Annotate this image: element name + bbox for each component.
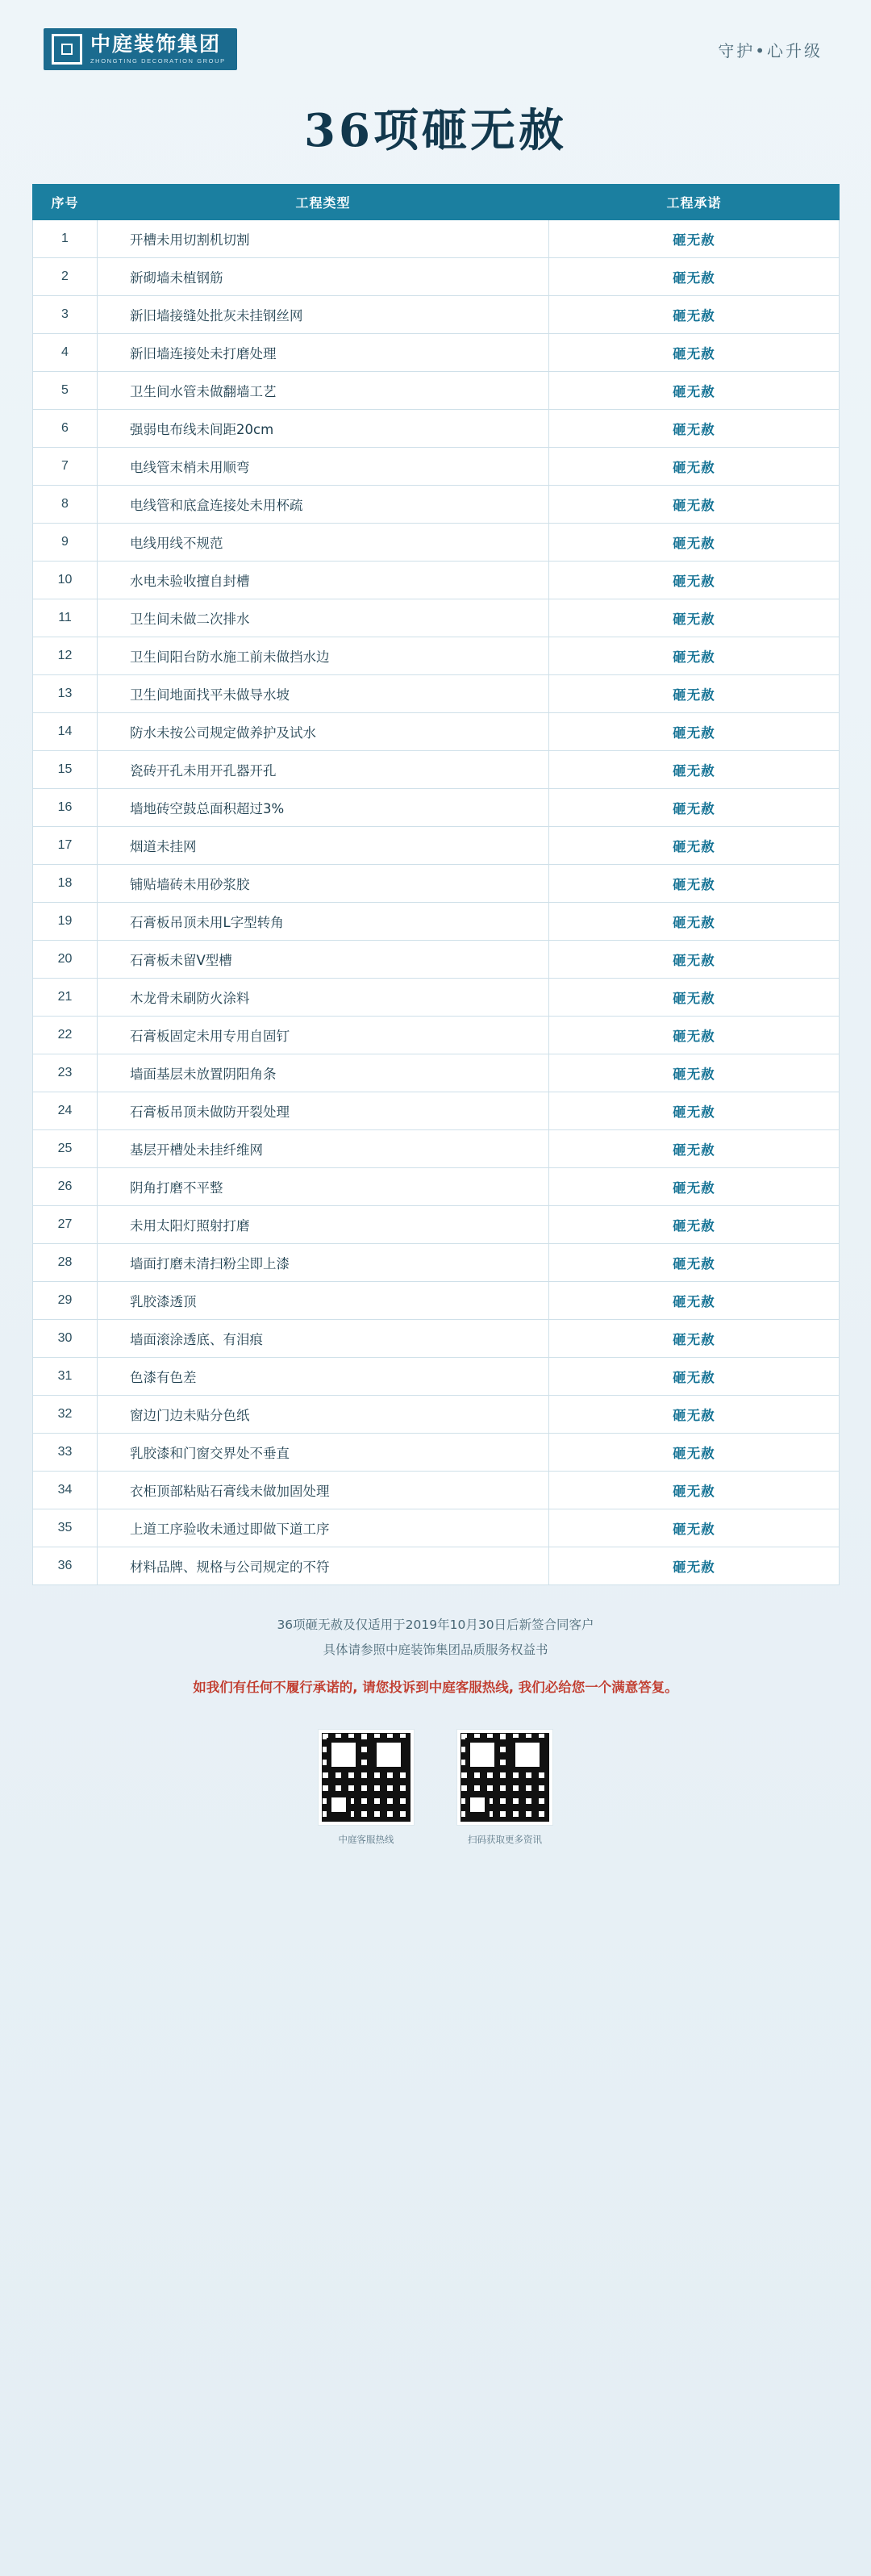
row-index: 13 (33, 675, 98, 713)
table-row (33, 1168, 840, 1206)
table-row (33, 637, 840, 675)
row-promise: 砸无赦 (549, 979, 840, 1017)
row-index: 35 (33, 1509, 98, 1547)
table-row (33, 334, 840, 372)
row-index: 6 (33, 410, 98, 448)
table-row (33, 1244, 840, 1282)
row-type: 卫生间水管未做翻墙工艺 (98, 372, 549, 410)
row-index: 12 (33, 637, 98, 675)
row-promise: 砸无赦 (549, 1168, 840, 1206)
table-row (33, 1472, 840, 1509)
row-type: 石膏板吊顶未用L字型转角 (98, 903, 549, 941)
table-row (33, 258, 840, 296)
row-promise: 砸无赦 (549, 751, 840, 789)
row-type: 墙面打磨未清扫粉尘即上漆 (98, 1244, 549, 1282)
row-promise: 砸无赦 (549, 486, 840, 524)
row-type: 阴角打磨不平整 (98, 1168, 549, 1206)
row-type: 电线管和底盒连接处未用杯疏 (98, 486, 549, 524)
row-type: 衣柜顶部粘贴石膏线未做加固处理 (98, 1472, 549, 1509)
table-row (33, 675, 840, 713)
row-type: 新旧墙接缝处批灰未挂钢丝网 (98, 296, 549, 334)
row-index: 28 (33, 1244, 98, 1282)
row-type: 基层开槽处未挂纤维网 (98, 1130, 549, 1168)
row-type: 未用太阳灯照射打磨 (98, 1206, 549, 1244)
row-promise: 砸无赦 (549, 941, 840, 979)
row-promise: 砸无赦 (549, 448, 840, 486)
row-type: 窗边门边未贴分色纸 (98, 1396, 549, 1434)
row-promise: 砸无赦 (549, 1092, 840, 1130)
row-index: 8 (33, 486, 98, 524)
table-row (33, 1396, 840, 1434)
logo-square-icon (52, 34, 82, 65)
row-promise: 砸无赦 (549, 334, 840, 372)
note-line-1: 36项砸无赦及仅适用于2019年10月30日后新签合同客户 (277, 1618, 594, 1632)
row-index: 9 (33, 524, 98, 562)
table-row (33, 941, 840, 979)
row-type: 材料品牌、规格与公司规定的不符 (98, 1547, 549, 1585)
table-row (33, 751, 840, 789)
row-promise: 砸无赦 (549, 1396, 840, 1434)
brand-logo-text (90, 31, 226, 65)
table-row (33, 372, 840, 410)
row-type: 卫生间未做二次排水 (98, 599, 549, 637)
row-index: 36 (33, 1547, 98, 1585)
page-title: 36项砸无赦 (304, 104, 567, 157)
table-row (33, 562, 840, 599)
row-index: 31 (33, 1358, 98, 1396)
row-index: 16 (33, 789, 98, 827)
table-header-row (33, 185, 840, 220)
table-row (33, 903, 840, 941)
row-promise: 砸无赦 (549, 524, 840, 562)
row-type: 瓷砖开孔未用开孔器开孔 (98, 751, 549, 789)
row-promise: 砸无赦 (549, 637, 840, 675)
row-index: 27 (33, 1206, 98, 1244)
row-index: 24 (33, 1092, 98, 1130)
brand-slogan: 守护•心升级 (718, 40, 823, 61)
row-index: 26 (33, 1168, 98, 1206)
row-index: 5 (33, 372, 98, 410)
note-line-2: 具体请参照中庭装饰集团品质服务权益书 (323, 1643, 548, 1657)
row-promise: 砸无赦 (549, 220, 840, 258)
table-row (33, 979, 840, 1017)
row-promise: 砸无赦 (549, 296, 840, 334)
table-row (33, 1547, 840, 1585)
row-type: 石膏板未留V型槽 (98, 941, 549, 979)
row-promise: 砸无赦 (549, 599, 840, 637)
table-row (33, 599, 840, 637)
row-index: 3 (33, 296, 98, 334)
column-header-index: 序号 (33, 185, 98, 220)
row-type: 木龙骨未刷防火涂料 (98, 979, 549, 1017)
row-index: 19 (33, 903, 98, 941)
brand-name-en: ZHONGTING DECORATION GROUP (90, 57, 226, 65)
row-type: 墙面滚涂透底、有泪痕 (98, 1320, 549, 1358)
column-header-type: 工程类型 (98, 185, 549, 220)
row-index: 33 (33, 1434, 98, 1472)
row-index: 32 (33, 1396, 98, 1434)
row-index: 20 (33, 941, 98, 979)
row-index: 4 (33, 334, 98, 372)
table-row (33, 713, 840, 751)
table-row (33, 1130, 840, 1168)
row-promise: 砸无赦 (549, 1017, 840, 1054)
commitment-table (32, 184, 840, 1585)
row-promise: 砸无赦 (549, 1547, 840, 1585)
qr-code-info[interactable] (457, 1730, 552, 1825)
row-index: 23 (33, 1054, 98, 1092)
column-header-promise: 工程承诺 (549, 185, 840, 220)
row-promise: 砸无赦 (549, 1472, 840, 1509)
table-row (33, 410, 840, 448)
row-promise: 砸无赦 (549, 865, 840, 903)
row-promise: 砸无赦 (549, 258, 840, 296)
table-row (33, 1282, 840, 1320)
row-type: 水电未验收擅自封槽 (98, 562, 549, 599)
table-row (33, 1017, 840, 1054)
row-type: 卫生间地面找平未做导水坡 (98, 675, 549, 713)
row-type: 电线管末梢未用顺弯 (98, 448, 549, 486)
row-type: 石膏板固定未用专用自固钉 (98, 1017, 549, 1054)
table-row (33, 524, 840, 562)
row-type: 新砌墙未植钢筋 (98, 258, 549, 296)
row-type: 乳胶漆和门窗交界处不垂直 (98, 1434, 549, 1472)
row-promise: 砸无赦 (549, 1509, 840, 1547)
row-index: 14 (33, 713, 98, 751)
row-promise: 砸无赦 (549, 1054, 840, 1092)
row-promise: 砸无赦 (549, 1320, 840, 1358)
row-promise: 砸无赦 (549, 827, 840, 865)
row-index: 15 (33, 751, 98, 789)
table-row (33, 486, 840, 524)
qr-code-hotline[interactable] (319, 1730, 414, 1825)
row-promise: 砸无赦 (549, 713, 840, 751)
table-row (33, 296, 840, 334)
row-type: 上道工序验收未通过即做下道工序 (98, 1509, 549, 1547)
table-row (33, 1509, 840, 1547)
row-promise: 砸无赦 (549, 903, 840, 941)
qr-caption-hotline: 中庭客服热线 (338, 1834, 394, 1845)
row-type: 铺贴墙砖未用砂浆胶 (98, 865, 549, 903)
row-type: 墙面基层未放置阴阳角条 (98, 1054, 549, 1092)
row-promise: 砸无赦 (549, 410, 840, 448)
qr-block-info (457, 1730, 552, 1846)
row-index: 2 (33, 258, 98, 296)
row-promise: 砸无赦 (549, 1130, 840, 1168)
row-type: 墙地砖空鼓总面积超过3% (98, 789, 549, 827)
row-index: 7 (33, 448, 98, 486)
table-row (33, 1054, 840, 1092)
row-type: 强弱电布线未间距20cm (98, 410, 549, 448)
row-type: 新旧墙连接处未打磨处理 (98, 334, 549, 372)
table-body (33, 220, 840, 1585)
row-index: 17 (33, 827, 98, 865)
row-promise: 砸无赦 (549, 562, 840, 599)
row-type: 石膏板吊顶未做防开裂处理 (98, 1092, 549, 1130)
row-promise: 砸无赦 (549, 675, 840, 713)
row-type: 烟道未挂网 (98, 827, 549, 865)
row-type: 开槽未用切割机切割 (98, 220, 549, 258)
row-promise: 砸无赦 (549, 1358, 840, 1396)
row-index: 29 (33, 1282, 98, 1320)
table-row (33, 448, 840, 486)
row-type: 电线用线不规范 (98, 524, 549, 562)
row-promise: 砸无赦 (549, 1282, 840, 1320)
table-row (33, 1434, 840, 1472)
qr-block-hotline (319, 1730, 414, 1846)
row-promise: 砸无赦 (549, 1244, 840, 1282)
table-row (33, 220, 840, 258)
row-index: 1 (33, 220, 98, 258)
row-index: 21 (33, 979, 98, 1017)
row-index: 22 (33, 1017, 98, 1054)
row-type: 卫生间阳台防水施工前未做挡水边 (98, 637, 549, 675)
row-index: 10 (33, 562, 98, 599)
row-promise: 砸无赦 (549, 1434, 840, 1472)
row-type: 防水未按公司规定做养护及试水 (98, 713, 549, 751)
qr-caption-info: 扫码获取更多资讯 (468, 1834, 542, 1845)
row-promise: 砸无赦 (549, 1206, 840, 1244)
table-row (33, 827, 840, 865)
row-type: 乳胶漆透顶 (98, 1282, 549, 1320)
qr-row (0, 1730, 871, 1846)
brand-name-cn: 中庭装饰集团 (90, 31, 222, 56)
row-index: 25 (33, 1130, 98, 1168)
table-row (33, 789, 840, 827)
brand-logo (44, 28, 237, 70)
table-row (33, 1358, 840, 1396)
header-bar (0, 0, 871, 77)
footer-notes (0, 1613, 871, 1701)
row-index: 11 (33, 599, 98, 637)
row-index: 18 (33, 865, 98, 903)
table-row (33, 1320, 840, 1358)
row-promise: 砸无赦 (549, 372, 840, 410)
note-warning: 如我们有任何不履行承诺的, 请您投诉到中庭客服热线, 我们必给您一个满意答复。 (193, 1680, 678, 1695)
row-index: 34 (33, 1472, 98, 1509)
row-promise: 砸无赦 (549, 789, 840, 827)
table-row (33, 865, 840, 903)
table-row (33, 1092, 840, 1130)
row-type: 色漆有色差 (98, 1358, 549, 1396)
commitment-table-wrap (0, 184, 871, 1585)
row-index: 30 (33, 1320, 98, 1358)
table-row (33, 1206, 840, 1244)
